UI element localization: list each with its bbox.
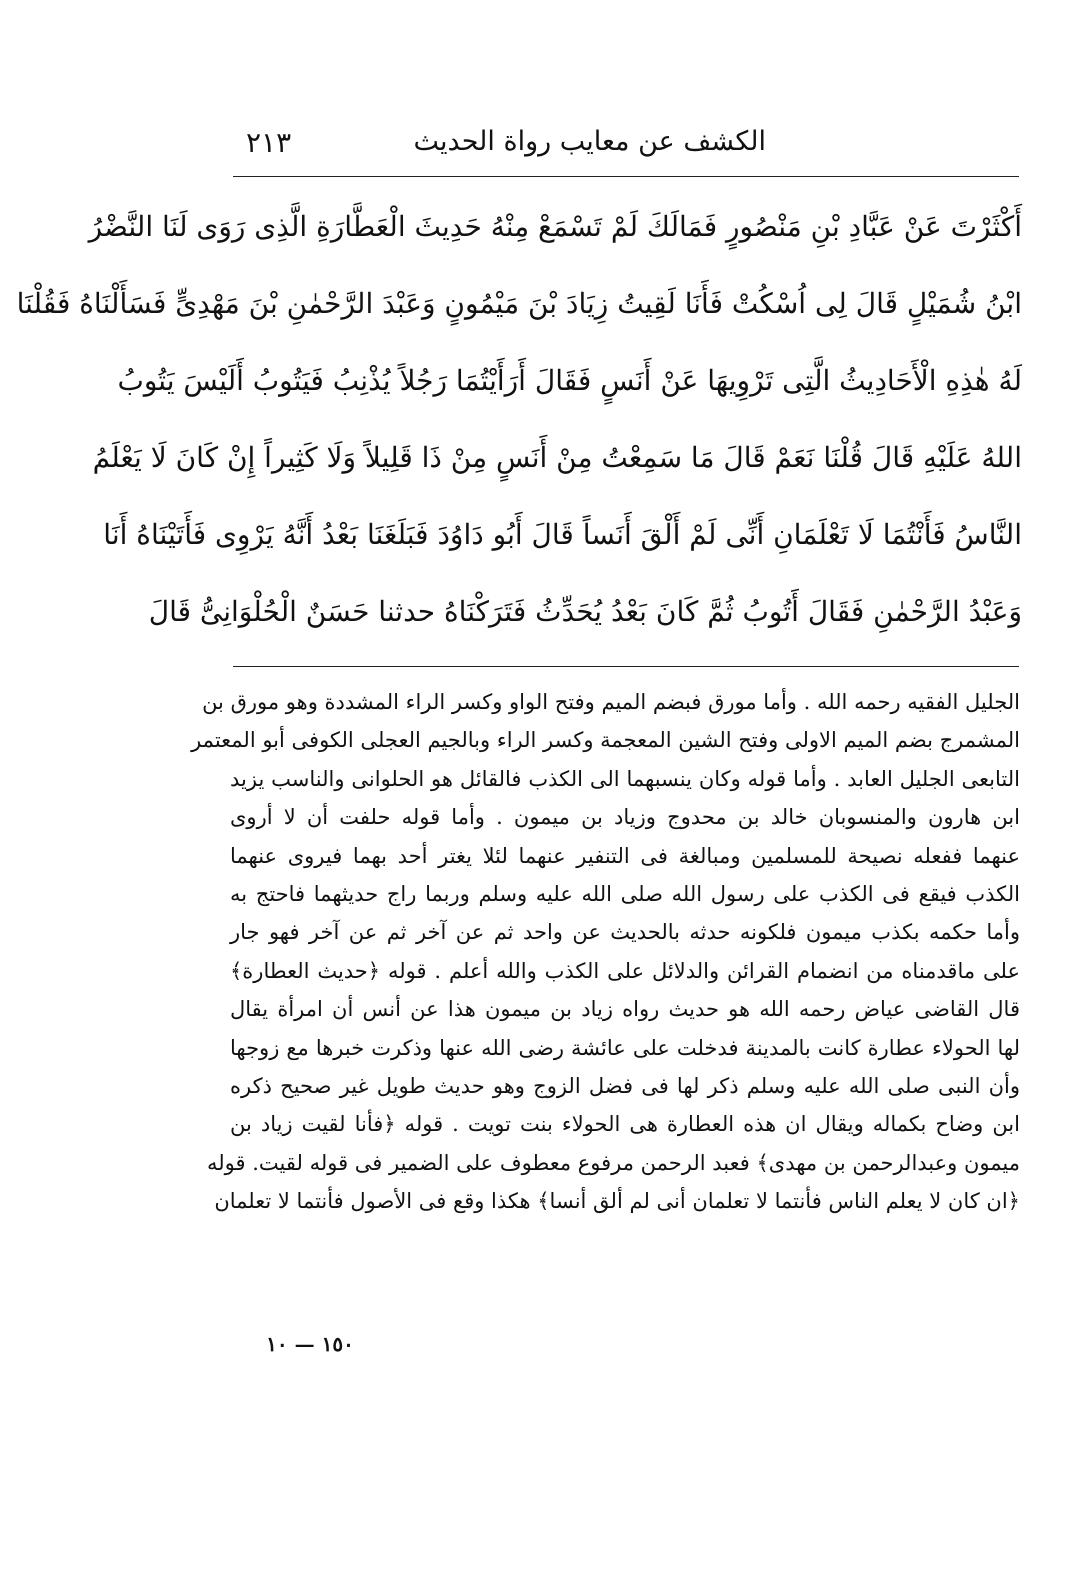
hadith-line: لَهُ هٰذِهِ الْأَحَادِيثُ الَّتِى تَرْوِيهَا عَنْ أَنَسٍ فَقَالَ أَرَأَيْتُمَا رَجُلاً يُذْنِبُ فَيَتُوبُ أَلَيْسَ يَتُوبُ [117, 364, 1022, 397]
page-header [236, 120, 1016, 168]
commentary-line: ميمون وعبدالرحمن بن مهدى﴾ فعبد الرحمن مرفوع معطوف على الضمير فى قوله لقيت. قوله [207, 1150, 1020, 1175]
hadith-line: النَّاسُ فَأَنْتُمَا لَا تَعْلَمَانِ أَنِّى لَمْ أَلْقَ أَنَساً قَالَ أَبُو دَاوُدَ فَبَلَغَنَا بَعْدُ أَنَّهُ يَرْوِى فَأَتَيْنَاهُ أَنَا [103, 518, 1022, 551]
commentary-line: المشمرج بضم الميم الاولى وفتح الشين المعجمة وكسر الراء وبالجيم العجلى الكوفى أبو المعتمر [191, 728, 1020, 753]
commentary-text [191, 683, 1020, 1220]
page-number: ٢١٣ [246, 126, 292, 159]
hadith-line: وَعَبْدُ الرَّحْمٰنِ فَقَالَ أَتُوبُ ثُمَّ كَانَ بَعْدُ يُحَدِّثُ فَتَرَكْنَاهُ حدثنا حَسَنٌ الْحُلْوَانِىُّ قَالَ [148, 595, 1022, 628]
commentary-line: ﴿ان كان لا يعلم الناس فأنتما لا تعلمان أنى لم ألق أنسا﴾ هكذا وقع فى الأصول فأنتما لا تعلمان [214, 1189, 1020, 1214]
commentary-line: قال القاضى عياض رحمه الله هو حديث رواه زياد بن ميمون هذا عن أنس أن امرأة يقال [230, 997, 1020, 1022]
commentary-line: التابعى الجليل العابد . وأما قوله وكان ينسبهما الى الكذب فالقائل هو الحلوانى والناسب يزيد [230, 766, 1020, 791]
commentary-line: لها الحولاء عطارة كانت بالمدينة فدخلت على عائشة رضى الله عنها وذكرت خبرها مع زوجها [230, 1035, 1020, 1060]
running-title: الكشف عن معايب رواة الحديث [413, 126, 766, 157]
commentary-line: ابن وضاح بكماله ويقال ان هذه العطارة هى الحولاء بنت تويت . قوله ﴿فأنا لقيت زياد بن [230, 1112, 1020, 1137]
hadith-text [16, 188, 1022, 650]
commentary-line: على ماقدمناه من انضمام القرائن والدلائل على الكذب والله أعلم . قوله ﴿حديث العطارة﴾ [230, 958, 1020, 983]
commentary-line: وأما حكمه بكذب ميمون فلكونه حدثه بالحديث عن واحد ثم عن آخر ثم عن آخر فهو جار [230, 920, 1020, 945]
commentary-line: الجليل الفقيه رحمه الله . وأما مورق فبضم الميم وفتح الواو وكسر الراء المشددة وهو مورق بن [202, 690, 1020, 714]
commentary-line: ابن هارون والمنسوبان خالد بن محدوج وزياد بن ميمون . وأما قوله حلفت أن لا أروى [230, 805, 1020, 830]
hadith-line: اللهُ عَلَيْهِ قَالَ قُلْنَا نَعَمْ قَالَ مَا سَمِعْتُ مِنْ أَنَسٍ مِنْ ذَا قَلِيلاً وَلَا كَثِيراً إِنْ كَانَ لَا يَعْلَمُ [92, 441, 1022, 474]
header-rule [233, 176, 1019, 177]
hadith-line: أَكْثَرْتَ عَنْ عَبَّادِ بْنِ مَنْصُورٍ فَمَالَكَ لَمْ تَسْمَعْ مِنْهُ حَدِيثَ الْعَطَّارَةِ الَّذِى رَوَى لَنَا النَّضْرُ [88, 210, 1022, 243]
commentary-line: الكذب فيقع فى الكذب على رسول الله صلى الله عليه وسلم وربما راج حديثهما فاحتج به [230, 881, 1020, 906]
printer-signature: ١٥٠ — ١٠ [266, 1332, 354, 1356]
commentary-line: عنهما ففعله نصيحة للمسلمين ومبالغة فى التنفير عنهما لئلا يغتر أحد بهما فيروى عنهما [230, 843, 1020, 868]
section-divider [233, 666, 1019, 667]
commentary-line: وأن النبى صلى الله عليه وسلم ذكر لها فى فضل الزوج وهو حديث طويل غير صحيح ذكره [230, 1073, 1020, 1098]
hadith-line: ابْنُ شُمَيْلٍ قَالَ لِى اُسْكُتْ فَأَنَا لَقِيتُ زِيَادَ بْنَ مَيْمُونٍ وَعَبْدَ الرَّحْمٰنِ بْنَ مَهْدِىٍّ فَسَأَلْنَاهُ فَقُلْنَا [16, 287, 1022, 320]
